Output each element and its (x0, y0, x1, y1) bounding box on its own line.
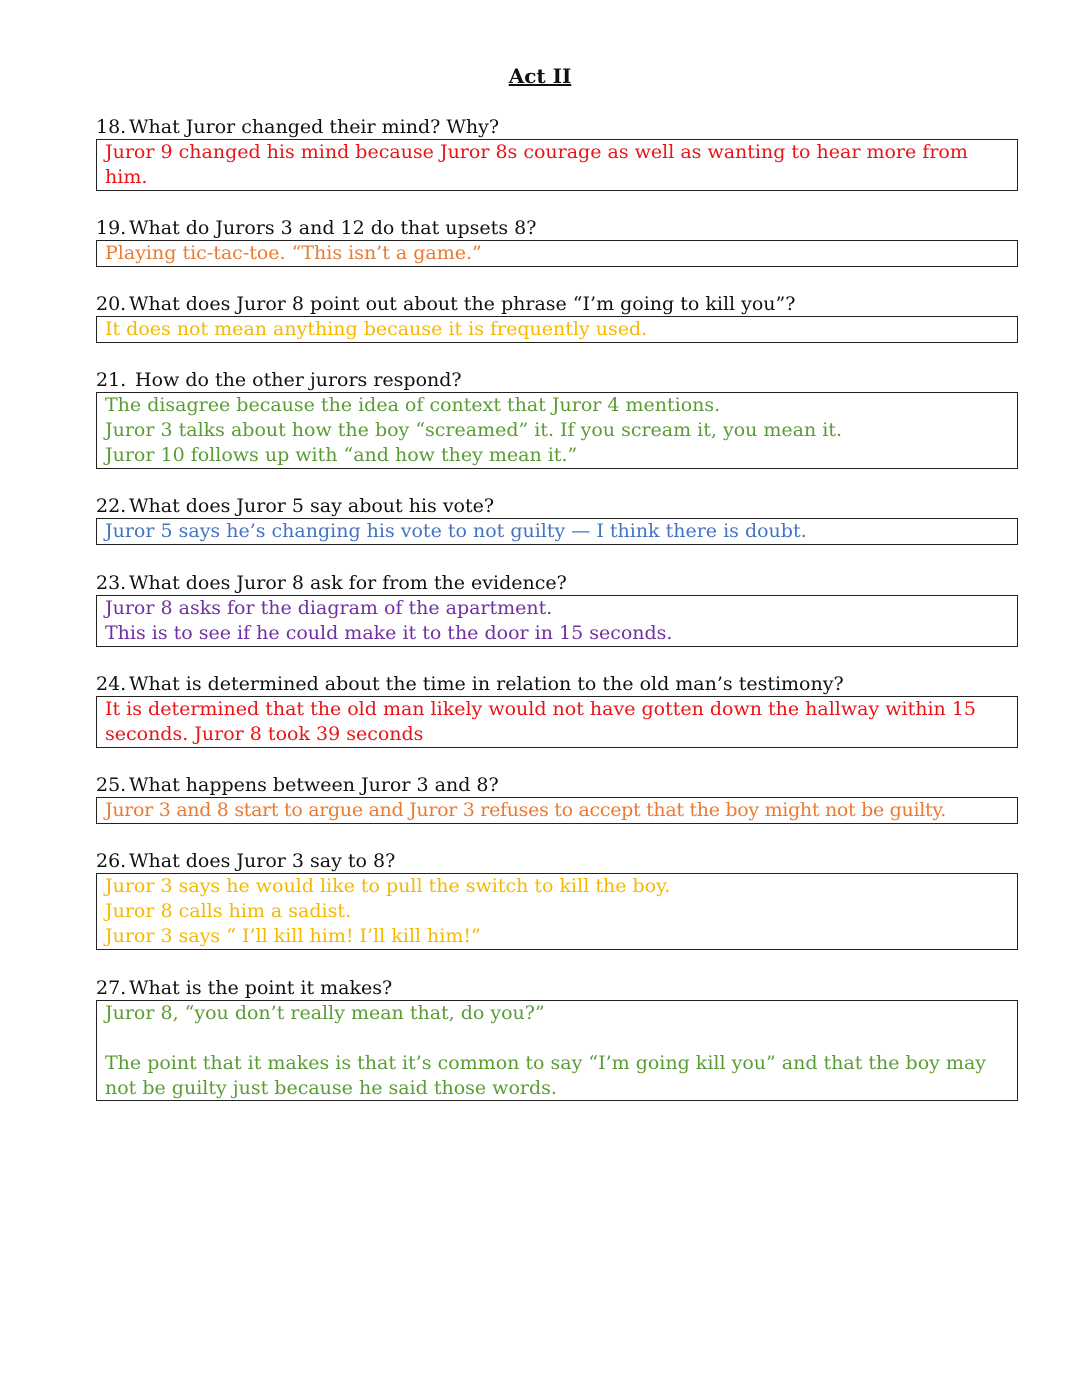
question-block (96, 672, 1018, 748)
answer-line: It does not mean anything because it is frequently used. (105, 318, 648, 340)
answer-line: Juror 5 says he’s changing his vote to not guilty — I think there is doubt. (105, 520, 807, 542)
answer-line: Playing tic-tac-toe. “This isn’t a game.” (105, 242, 482, 264)
answer-box (96, 1000, 1018, 1101)
answer-box (96, 873, 1018, 950)
answer-line: Juror 3 talks about how the boy “screamed” it. If you scream it, you mean it. (105, 419, 843, 441)
page-title: Act II (508, 64, 572, 88)
answer-line: Juror 3 says he would like to pull the switch to kill the boy. (105, 875, 671, 897)
question-label: 22. What does Juror 5 say about his vote? (96, 495, 495, 517)
answer-box (96, 240, 1018, 267)
question-label: 25. What happens between Juror 3 and 8? (96, 774, 499, 796)
question-block (96, 849, 1018, 950)
answer-line: The disagree because the idea of context that Juror 4 mentions. (105, 394, 721, 416)
question-block (96, 976, 1018, 1101)
question-block (96, 216, 1018, 267)
question-label: 24. What is determined about the time in relation to the old man’s testimony? (96, 673, 844, 695)
question-block (96, 115, 1018, 191)
answer-line: Juror 3 and 8 start to argue and Juror 3 refuses to accept that the boy might not be guilty. (105, 799, 946, 821)
answer-box (96, 797, 1018, 824)
question-label: 26. What does Juror 3 say to 8? (96, 850, 396, 872)
answer-line (105, 1026, 1009, 1051)
question-block (96, 292, 1018, 343)
question-label: 21. How do the other jurors respond? (96, 369, 462, 391)
answer-box (96, 139, 1018, 191)
answer-line: Juror 10 follows up with “and how they mean it.” (105, 444, 578, 466)
answer-box (96, 316, 1018, 343)
question-label: 19. What do Jurors 3 and 12 do that upsets 8? (96, 217, 537, 239)
answer-box (96, 595, 1018, 647)
answer-line: This is to see if he could make it to the door in 15 seconds. (105, 622, 673, 644)
answer-line: Juror 9 changed his mind because Juror 8s courage as well as wanting to hear more from him. (105, 141, 968, 188)
question-block (96, 368, 1018, 469)
question-label: 18. What Juror changed their mind? Why? (96, 116, 500, 138)
question-label: 27. What is the point it makes? (96, 977, 393, 999)
question-label: 23. What does Juror 8 ask for from the evidence? (96, 572, 567, 594)
answer-line: Juror 3 says “ I’ll kill him! I’ll kill him!” (105, 925, 481, 947)
question-block (96, 773, 1018, 824)
answer-box (96, 392, 1018, 469)
question-block (96, 571, 1018, 647)
question-label: 20. What does Juror 8 point out about the phrase “I’m going to kill you”? (96, 293, 796, 315)
answer-line: Juror 8 asks for the diagram of the apartment. (105, 597, 553, 619)
answer-line: Juror 8 calls him a sadist. (105, 900, 352, 922)
answer-line: The point that it makes is that it’s common to say “I’m going kill you” and that the boy may not be guilty just because he said those words. (105, 1052, 987, 1099)
answer-box (96, 696, 1018, 748)
answer-line: Juror 8, “you don’t really mean that, do you?” (105, 1002, 545, 1024)
answer-box (96, 518, 1018, 545)
answer-line: It is determined that the old man likely would not have gotten down the hallway within 15 seconds. Juror 8 took 39 seconds (105, 698, 976, 745)
question-block (96, 494, 1018, 545)
